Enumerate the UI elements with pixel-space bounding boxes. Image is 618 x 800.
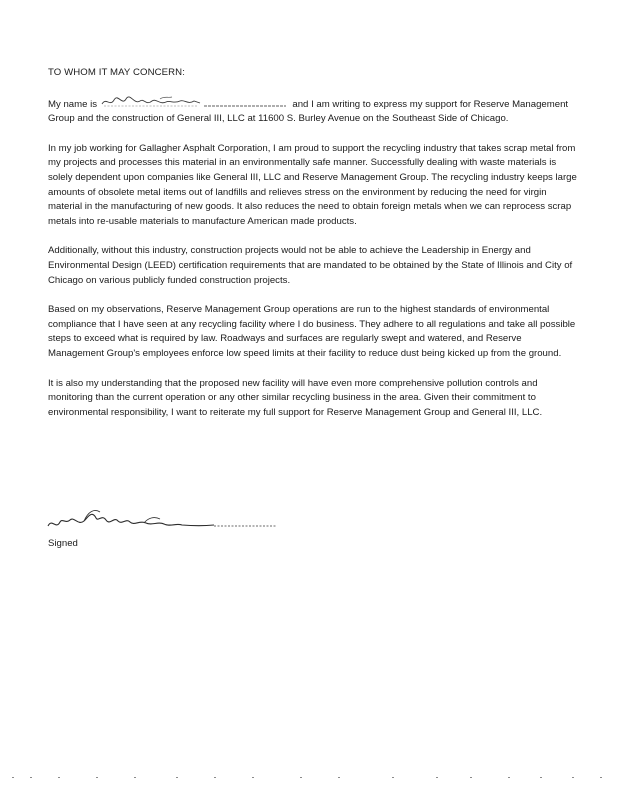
signature-block	[44, 504, 304, 556]
intro-paragraph	[48, 97, 578, 127]
handwritten-name	[100, 97, 290, 109]
intro-before-name: My name is	[48, 98, 98, 110]
paragraph-understanding: It is also my understanding that the proposed new facility will have even more comprehensive pollution controls and monitoring than the current operation or any other similar recycling business in the area. Given their commitment to environmental responsibility, I want to reiterate my full support for Reserve Management Group and General III, LLC.	[48, 377, 543, 418]
signed-label: Signed	[48, 538, 78, 549]
intro-after-name: and I am writing to express my support for Reserve Management Group and the construction of General III, LLC at 11600 S. Burley Avenue on the Southeast Side of Chicago.	[48, 98, 569, 125]
paragraph-observations: Based on my observations, Reserve Management Group operations are run to the highest standards of environmental compliance that I have seen at any recycling facility where I do business. They adhere to all regulations and take all possible steps to exceed what is required by law. Roadways and surfaces are regularly swept and watered, and Reserve Management Group's employees enforce low speed limits at their facility to reduce dust being kicked up from the ground.	[48, 304, 576, 359]
paragraph-employment: In my job working for Gallagher Asphalt Corporation, I am proud to support the recycling industry that takes scrap metal from my projects and processes this material in an environmentally safe manner. Successfully dealing with waste materials is solely dependent upon companies like General III, LLC and Reserve Management Group. The recycling industry keeps large amounts of obsolete metal items out of landfills and relieves stress on the environment by reducing the need for virgin material in the manufacturing of new goods. It also reduces the need to obtain foreign metals when we can reprocess scrap metals into re-usable materials to manufacture American made products.	[48, 142, 577, 227]
scan-footer-artifacts	[0, 776, 618, 780]
handwritten-signature	[44, 504, 284, 536]
paragraph-leed: Additionally, without this industry, construction projects would not be able to achieve the Leadership in Energy and Environmental Design (LEED) certification requirements that are mandated to be obtained by the State of Illinois and City of Chicago on various publicly funded construction projects.	[48, 245, 573, 286]
handwritten-name-scribble	[100, 95, 290, 109]
salutation: TO WHOM IT MAY CONCERN:	[48, 67, 185, 78]
letter-body	[48, 66, 578, 435]
